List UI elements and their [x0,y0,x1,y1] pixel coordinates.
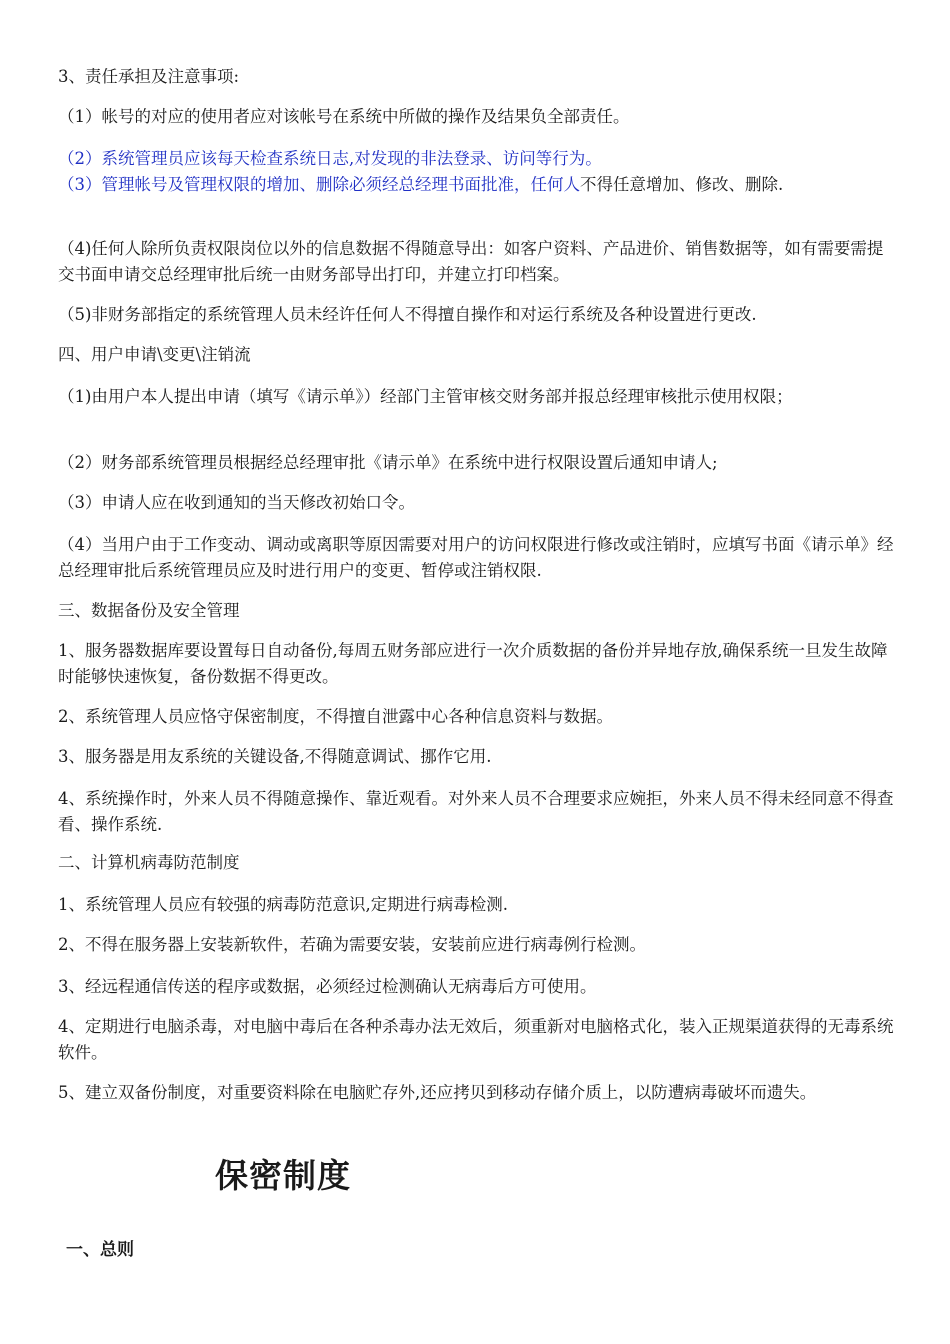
paragraph [58,1014,894,1066]
paragraph [58,490,894,516]
paragraph-text: 3、服务器是用友系统的关键设备,不得随意调试、挪作它用. [58,747,492,766]
paragraph [58,450,894,476]
paragraph [58,892,894,918]
paragraph-text: 1、服务器数据库要设置每日自动备份,每周五财务部应进行一次介质数据的备份并异地存放,确保系统一旦发生故障时能够快速恢复，备份数据不得更改。 [58,641,888,686]
paragraph [58,786,894,838]
paragraph [58,704,894,730]
paragraph-text: 1、系统管理人员应有较强的病毒防范意识,定期进行病毒检测. [58,895,508,914]
paragraph [58,598,894,624]
paragraph-text: （1）帐号的对应的使用者应对该帐号在系统中所做的操作及结果负全部责任。 [58,107,630,126]
paragraph [58,932,894,958]
paragraph [58,342,894,368]
page-title: 保密制度 [215,1156,351,1195]
paragraph-text: 三、数据备份及安全管理 [58,601,240,620]
paragraph [58,638,894,690]
paragraph-text: 4、定期进行电脑杀毒，对电脑中毒后在各种杀毒办法无效后，须重新对电脑格式化，装入正规渠道获得的无毒系统软件。 [58,1017,894,1062]
paragraph [58,104,894,130]
paragraph-text: （1)由用户本人提出申请（填写《请示单》）经部门主管审核交财务部并报总经理审核批示使用权限； [58,387,793,406]
paragraph [58,974,894,1000]
paragraph-text: 4、系统操作时，外来人员不得随意操作、靠近观看。对外来人员不合理要求应婉拒，外来人员不得未经同意不得查看、操作系统. [58,789,894,834]
paragraph [58,302,894,328]
paragraph [58,532,894,584]
paragraph [58,146,894,172]
paragraph-text: （2）财务部系统管理员根据经总经理审批《请示单》在系统中进行权限设置后通知申请人; [58,453,718,472]
section-heading-general: 一、总则 [66,1240,134,1260]
paragraph-text: 5、建立双备份制度，对重要资料除在电脑贮存外,还应拷贝到移动存储介质上，以防遭病毒破坏而遗失。 [58,1083,817,1102]
paragraph-text: （4）当用户由于工作变动、调动或离职等原因需要对用户的访问权限进行修改或注销时，应填写书面《请示单》经总经理审批后系统管理员应及时进行用户的变更、暂停或注销权限. [58,535,894,580]
paragraph-text: 3、经远程通信传送的程序或数据，必须经过检测确认无病毒后方可使用。 [58,977,597,996]
highlighted-text: （2）系统管理员应该每天检查系统日志,对发现的非法登录、访问等行为。 [58,149,602,168]
paragraph-text: （4)任何人除所负责权限岗位以外的信息数据不得随意导出：如客户资料、产品进价、销售数据等，如有需要需提交书面申请交总经理审批后统一由财务部导出打印，并建立打印档案。 [58,239,884,284]
paragraph [58,1080,894,1106]
paragraph [58,744,894,770]
paragraph-text: 3、责任承担及注意事项: [58,67,240,86]
highlighted-text: （3）管理帐号及管理权限的增加、删除必须经总经理书面批准，任何人 [58,175,580,194]
paragraph [58,172,894,198]
paragraph [58,384,894,410]
paragraph-text: 四、用户申请\变更\注销流 [58,345,251,364]
paragraph-text: （3）申请人应在收到通知的当天修改初始口令。 [58,493,415,512]
paragraph-text: 2、系统管理人员应恪守保密制度，不得擅自泄露中心各种信息资料与数据。 [58,707,613,726]
paragraph-text: （5)非财务部指定的系统管理人员未经许任何人不得擅自操作和对运行系统及各种设置进行更改. [58,305,757,324]
paragraph [58,64,894,90]
paragraph [58,850,894,876]
paragraph-text: 不得任意增加、修改、删除. [580,175,784,194]
paragraph-text: 二、计算机病毒防范制度 [58,853,240,872]
paragraph-text: 2、不得在服务器上安装新软件，若确为需要安装，安装前应进行病毒例行检测。 [58,935,646,954]
paragraph [58,236,894,288]
